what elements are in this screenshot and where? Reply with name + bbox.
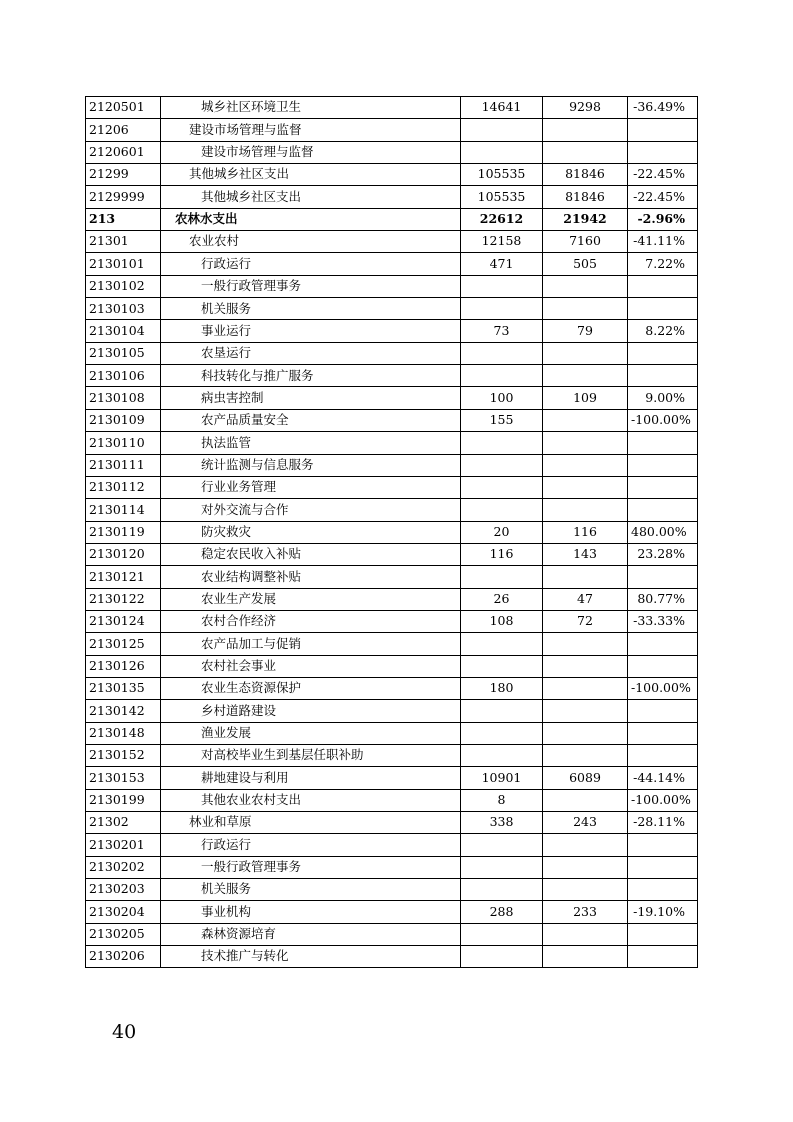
name-cell: 林业和草原 [161, 812, 461, 834]
table-row [86, 164, 698, 186]
table-row [86, 365, 698, 387]
table-row [86, 789, 698, 811]
prior-year-cell: 108 [461, 610, 543, 632]
change-percent-cell: -19.10% [628, 901, 698, 923]
prior-year-cell: 100 [461, 387, 543, 409]
code-cell: 2120501 [86, 97, 161, 119]
change-percent-cell [628, 722, 698, 744]
prior-year-cell [461, 946, 543, 968]
current-year-cell: 109 [543, 387, 628, 409]
table-row [86, 543, 698, 565]
change-percent-cell: 23.28% [628, 543, 698, 565]
change-percent-cell: 9.00% [628, 387, 698, 409]
code-cell: 2130125 [86, 633, 161, 655]
table-row [86, 633, 698, 655]
name-cell: 事业运行 [161, 320, 461, 342]
code-cell: 2120601 [86, 141, 161, 163]
name-cell: 城乡社区环境卫生 [161, 97, 461, 119]
name-cell: 对外交流与合作 [161, 499, 461, 521]
code-cell: 2130153 [86, 767, 161, 789]
prior-year-cell [461, 722, 543, 744]
code-cell: 2130114 [86, 499, 161, 521]
prior-year-cell: 26 [461, 588, 543, 610]
change-percent-cell: -100.00% [628, 677, 698, 699]
code-cell: 21301 [86, 231, 161, 253]
prior-year-cell: 105535 [461, 164, 543, 186]
change-percent-cell [628, 499, 698, 521]
prior-year-cell: 180 [461, 677, 543, 699]
code-cell: 213 [86, 208, 161, 230]
code-cell: 2130202 [86, 856, 161, 878]
current-year-cell [543, 946, 628, 968]
prior-year-cell [461, 365, 543, 387]
budget-table [85, 96, 698, 968]
prior-year-cell: 8 [461, 789, 543, 811]
change-percent-cell [628, 342, 698, 364]
change-percent-cell [628, 454, 698, 476]
prior-year-cell [461, 499, 543, 521]
code-cell: 2130199 [86, 789, 161, 811]
table-row [86, 275, 698, 297]
change-percent-cell: -2.96% [628, 208, 698, 230]
current-year-cell [543, 298, 628, 320]
current-year-cell [543, 476, 628, 498]
name-cell: 行政运行 [161, 253, 461, 275]
code-cell: 2130120 [86, 543, 161, 565]
code-cell: 2130135 [86, 677, 161, 699]
name-cell: 事业机构 [161, 901, 461, 923]
table-row [86, 231, 698, 253]
prior-year-cell [461, 454, 543, 476]
prior-year-cell [461, 700, 543, 722]
prior-year-cell [461, 633, 543, 655]
current-year-cell: 72 [543, 610, 628, 632]
table-row [86, 186, 698, 208]
code-cell: 2130109 [86, 409, 161, 431]
change-percent-cell [628, 141, 698, 163]
current-year-cell [543, 342, 628, 364]
prior-year-cell: 116 [461, 543, 543, 565]
current-year-cell [543, 409, 628, 431]
code-cell: 2130119 [86, 521, 161, 543]
code-cell: 2130103 [86, 298, 161, 320]
table-row [86, 588, 698, 610]
current-year-cell [543, 744, 628, 766]
code-cell: 2130152 [86, 744, 161, 766]
current-year-cell: 21942 [543, 208, 628, 230]
current-year-cell: 116 [543, 521, 628, 543]
name-cell: 乡村道路建设 [161, 700, 461, 722]
table-row [86, 141, 698, 163]
table-row [86, 409, 698, 431]
table-row [86, 253, 698, 275]
code-cell: 2130205 [86, 923, 161, 945]
table-row [86, 97, 698, 119]
current-year-cell: 143 [543, 543, 628, 565]
current-year-cell [543, 700, 628, 722]
current-year-cell: 243 [543, 812, 628, 834]
prior-year-cell [461, 298, 543, 320]
prior-year-cell: 471 [461, 253, 543, 275]
name-cell: 一般行政管理事务 [161, 275, 461, 297]
name-cell: 一般行政管理事务 [161, 856, 461, 878]
table-row [86, 499, 698, 521]
name-cell: 渔业发展 [161, 722, 461, 744]
change-percent-cell [628, 298, 698, 320]
prior-year-cell: 288 [461, 901, 543, 923]
code-cell: 2130104 [86, 320, 161, 342]
table-row [86, 454, 698, 476]
prior-year-cell [461, 432, 543, 454]
name-cell: 农产品质量安全 [161, 409, 461, 431]
current-year-cell: 81846 [543, 186, 628, 208]
change-percent-cell: -41.11% [628, 231, 698, 253]
prior-year-cell [461, 923, 543, 945]
change-percent-cell [628, 834, 698, 856]
code-cell: 2130203 [86, 879, 161, 901]
table-row [86, 812, 698, 834]
current-year-cell: 233 [543, 901, 628, 923]
current-year-cell [543, 119, 628, 141]
name-cell: 机关服务 [161, 298, 461, 320]
name-cell: 对高校毕业生到基层任职补助 [161, 744, 461, 766]
table-body [86, 97, 698, 968]
table-row [86, 700, 698, 722]
code-cell: 2130121 [86, 566, 161, 588]
table-row [86, 432, 698, 454]
code-cell: 2130106 [86, 365, 161, 387]
name-cell: 农村社会事业 [161, 655, 461, 677]
change-percent-cell: -36.49% [628, 97, 698, 119]
prior-year-cell [461, 342, 543, 364]
name-cell: 耕地建设与利用 [161, 767, 461, 789]
table-row [86, 901, 698, 923]
change-percent-cell: 8.22% [628, 320, 698, 342]
change-percent-cell: -22.45% [628, 164, 698, 186]
current-year-cell [543, 856, 628, 878]
current-year-cell: 47 [543, 588, 628, 610]
prior-year-cell [461, 655, 543, 677]
code-cell: 2130111 [86, 454, 161, 476]
table-row [86, 923, 698, 945]
table-row [86, 342, 698, 364]
change-percent-cell: -28.11% [628, 812, 698, 834]
current-year-cell [543, 655, 628, 677]
code-cell: 2130101 [86, 253, 161, 275]
name-cell: 农产品加工与促销 [161, 633, 461, 655]
change-percent-cell [628, 923, 698, 945]
table-row [86, 387, 698, 409]
table-row [86, 208, 698, 230]
change-percent-cell: 480.00% [628, 521, 698, 543]
name-cell: 技术推广与转化 [161, 946, 461, 968]
table-row [86, 521, 698, 543]
table-row [86, 610, 698, 632]
change-percent-cell [628, 633, 698, 655]
name-cell: 执法监管 [161, 432, 461, 454]
change-percent-cell [628, 365, 698, 387]
prior-year-cell [461, 476, 543, 498]
name-cell: 农业生产发展 [161, 588, 461, 610]
current-year-cell: 7160 [543, 231, 628, 253]
change-percent-cell [628, 275, 698, 297]
table-row [86, 767, 698, 789]
change-percent-cell: -33.33% [628, 610, 698, 632]
change-percent-cell: -100.00% [628, 789, 698, 811]
current-year-cell: 79 [543, 320, 628, 342]
code-cell: 2130204 [86, 901, 161, 923]
prior-year-cell [461, 834, 543, 856]
change-percent-cell [628, 655, 698, 677]
table-row [86, 298, 698, 320]
table-row [86, 566, 698, 588]
current-year-cell [543, 633, 628, 655]
change-percent-cell [628, 432, 698, 454]
prior-year-cell: 14641 [461, 97, 543, 119]
name-cell: 其他城乡社区支出 [161, 186, 461, 208]
table-row [86, 744, 698, 766]
change-percent-cell [628, 476, 698, 498]
current-year-cell [543, 566, 628, 588]
change-percent-cell [628, 856, 698, 878]
prior-year-cell [461, 275, 543, 297]
current-year-cell [543, 432, 628, 454]
current-year-cell [543, 677, 628, 699]
code-cell: 2130148 [86, 722, 161, 744]
change-percent-cell [628, 566, 698, 588]
code-cell: 21206 [86, 119, 161, 141]
name-cell: 其他城乡社区支出 [161, 164, 461, 186]
current-year-cell [543, 722, 628, 744]
change-percent-cell: -44.14% [628, 767, 698, 789]
table-row [86, 677, 698, 699]
current-year-cell [543, 141, 628, 163]
code-cell: 2130142 [86, 700, 161, 722]
name-cell: 农业生态资源保护 [161, 677, 461, 699]
current-year-cell [543, 879, 628, 901]
name-cell: 农村合作经济 [161, 610, 461, 632]
prior-year-cell [461, 856, 543, 878]
change-percent-cell [628, 744, 698, 766]
code-cell: 2130112 [86, 476, 161, 498]
code-cell: 2130105 [86, 342, 161, 364]
current-year-cell [543, 834, 628, 856]
table-row [86, 856, 698, 878]
table-row [86, 119, 698, 141]
prior-year-cell: 22612 [461, 208, 543, 230]
prior-year-cell: 20 [461, 521, 543, 543]
table-row [86, 946, 698, 968]
prior-year-cell: 12158 [461, 231, 543, 253]
table-row [86, 655, 698, 677]
prior-year-cell [461, 566, 543, 588]
table-row [86, 722, 698, 744]
change-percent-cell [628, 119, 698, 141]
name-cell: 稳定农民收入补贴 [161, 543, 461, 565]
code-cell: 21302 [86, 812, 161, 834]
name-cell: 农垦运行 [161, 342, 461, 364]
code-cell: 2130110 [86, 432, 161, 454]
name-cell: 建设市场管理与监督 [161, 141, 461, 163]
change-percent-cell: 80.77% [628, 588, 698, 610]
table-row [86, 476, 698, 498]
name-cell: 农业农村 [161, 231, 461, 253]
prior-year-cell: 73 [461, 320, 543, 342]
current-year-cell: 505 [543, 253, 628, 275]
name-cell: 森林资源培育 [161, 923, 461, 945]
current-year-cell: 9298 [543, 97, 628, 119]
name-cell: 防灾救灾 [161, 521, 461, 543]
name-cell: 行政运行 [161, 834, 461, 856]
table-row [86, 320, 698, 342]
current-year-cell [543, 499, 628, 521]
current-year-cell [543, 365, 628, 387]
table-row [86, 879, 698, 901]
name-cell: 其他农业农村支出 [161, 789, 461, 811]
name-cell: 统计监测与信息服务 [161, 454, 461, 476]
current-year-cell [543, 454, 628, 476]
change-percent-cell: 7.22% [628, 253, 698, 275]
prior-year-cell [461, 879, 543, 901]
code-cell: 2130126 [86, 655, 161, 677]
current-year-cell [543, 275, 628, 297]
prior-year-cell: 105535 [461, 186, 543, 208]
code-cell: 2130124 [86, 610, 161, 632]
code-cell: 2130102 [86, 275, 161, 297]
change-percent-cell [628, 700, 698, 722]
prior-year-cell: 338 [461, 812, 543, 834]
name-cell: 农业结构调整补贴 [161, 566, 461, 588]
current-year-cell: 6089 [543, 767, 628, 789]
prior-year-cell: 155 [461, 409, 543, 431]
current-year-cell [543, 789, 628, 811]
prior-year-cell [461, 744, 543, 766]
prior-year-cell [461, 141, 543, 163]
prior-year-cell [461, 119, 543, 141]
code-cell: 2130206 [86, 946, 161, 968]
code-cell: 2130108 [86, 387, 161, 409]
code-cell: 21299 [86, 164, 161, 186]
current-year-cell: 81846 [543, 164, 628, 186]
current-year-cell [543, 923, 628, 945]
name-cell: 科技转化与推广服务 [161, 365, 461, 387]
change-percent-cell [628, 946, 698, 968]
name-cell: 病虫害控制 [161, 387, 461, 409]
code-cell: 2129999 [86, 186, 161, 208]
table-row [86, 834, 698, 856]
code-cell: 2130122 [86, 588, 161, 610]
name-cell: 农林水支出 [161, 208, 461, 230]
code-cell: 2130201 [86, 834, 161, 856]
prior-year-cell: 10901 [461, 767, 543, 789]
name-cell: 行业业务管理 [161, 476, 461, 498]
change-percent-cell [628, 879, 698, 901]
change-percent-cell: -22.45% [628, 186, 698, 208]
change-percent-cell: -100.00% [628, 409, 698, 431]
name-cell: 建设市场管理与监督 [161, 119, 461, 141]
page-number: 40 [112, 1021, 137, 1043]
name-cell: 机关服务 [161, 879, 461, 901]
